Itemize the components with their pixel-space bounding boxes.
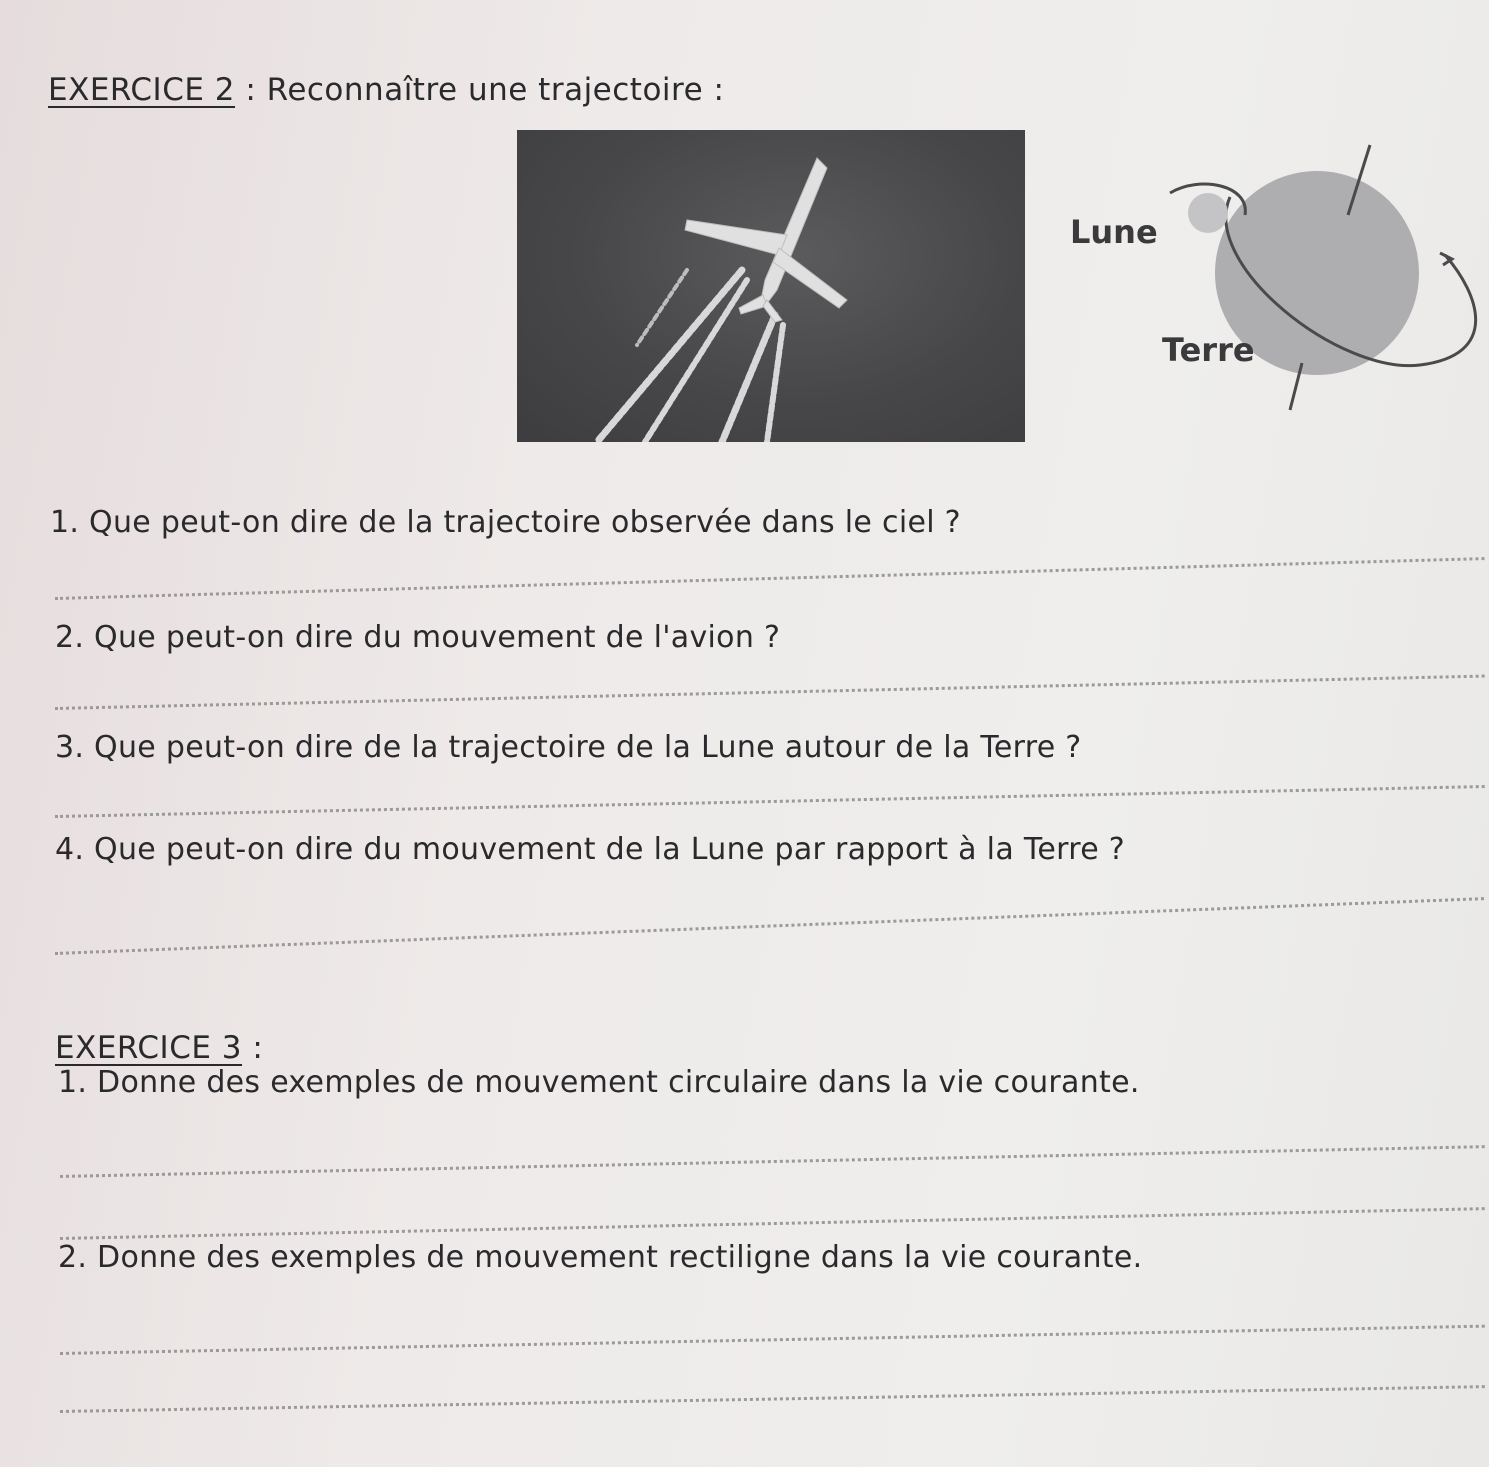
answer-line[interactable]: [60, 1385, 1485, 1413]
answer-line[interactable]: [55, 675, 1485, 710]
earth-label: Terre: [1162, 331, 1255, 369]
earth-moon-diagram: [1040, 135, 1489, 425]
exercise3-heading: [55, 1030, 263, 1066]
answer-line[interactable]: [55, 785, 1485, 818]
exercise2-question-1: 1. Que peut-on dire de la trajectoire observée dans le ciel ?: [50, 505, 961, 540]
exercise3-label: EXERCICE 3: [55, 1030, 243, 1066]
answer-line[interactable]: [60, 1325, 1485, 1355]
answer-line[interactable]: [55, 897, 1484, 955]
exercise2-heading: [48, 72, 724, 108]
exercise2-label: EXERCICE 2: [48, 72, 236, 108]
answer-line[interactable]: [60, 1207, 1485, 1240]
airplane-contrail-photo: [517, 130, 1025, 442]
exercise3-question-2: 2. Donne des exemples de mouvement rectiligne dans la vie courante.: [58, 1240, 1143, 1275]
exercise3-colon: :: [252, 1030, 264, 1066]
moon-label: Lune: [1070, 213, 1158, 251]
exercise2-question-4: 4. Que peut-on dire du mouvement de la Lune par rapport à la Terre ?: [55, 832, 1126, 867]
exercise2-question-3: 3. Que peut-on dire de la trajectoire de la Lune autour de la Terre ?: [55, 730, 1082, 765]
exercise3-question-1: 1. Donne des exemples de mouvement circulaire dans la vie courante.: [58, 1065, 1140, 1100]
exercise2-question-2: 2. Que peut-on dire du mouvement de l'avion ?: [55, 620, 781, 655]
exercise2-title: : Reconnaître une trajectoire :: [245, 72, 725, 108]
airplane-icon: [517, 130, 1025, 442]
answer-line[interactable]: [60, 1145, 1485, 1178]
answer-line[interactable]: [55, 557, 1485, 600]
moon-icon: [1188, 193, 1228, 233]
